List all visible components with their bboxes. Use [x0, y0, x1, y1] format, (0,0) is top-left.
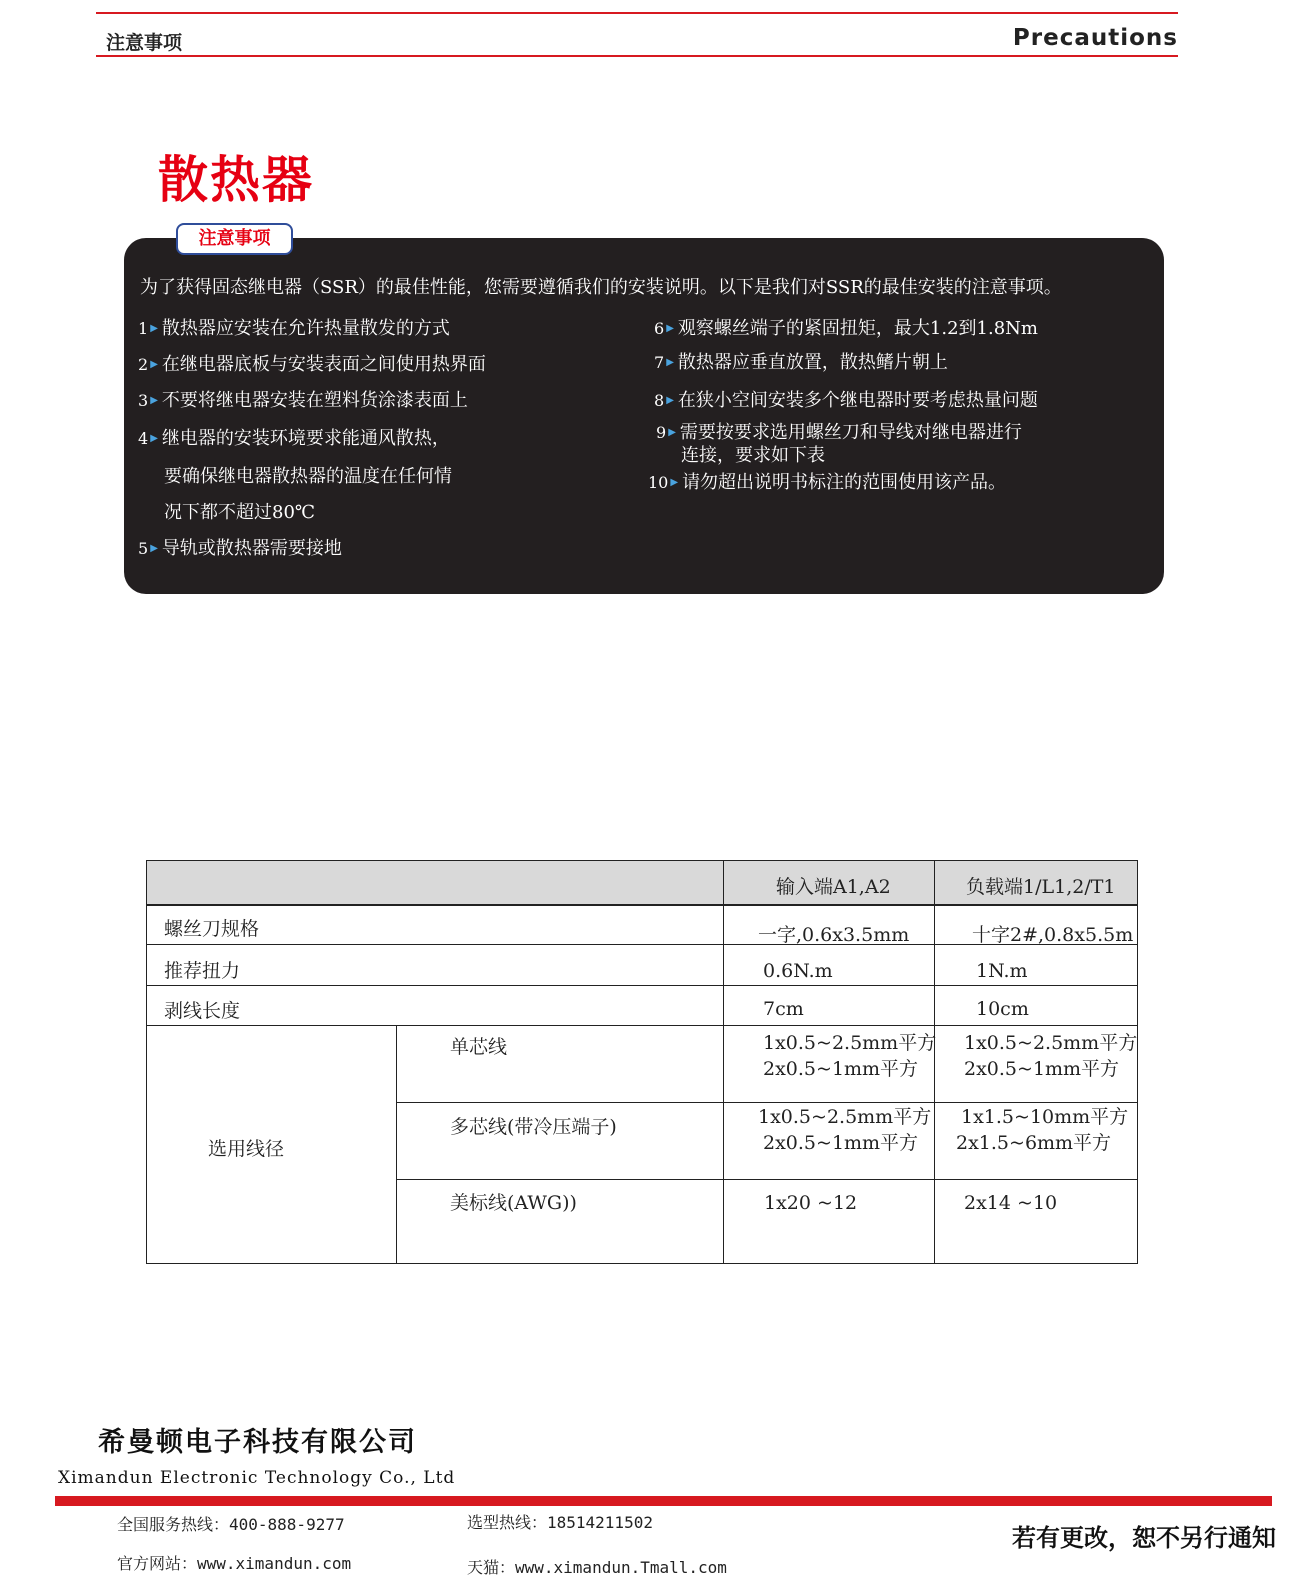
header-bottom-rule — [96, 55, 1178, 57]
cell-load: 2x14 ~10 — [964, 1192, 1058, 1214]
row-label: 推荐扭力 — [164, 960, 241, 982]
table-rule — [146, 1025, 1138, 1026]
item-number: 8 — [654, 391, 665, 410]
table-border — [146, 860, 147, 1264]
cell-load: 1x0.5~2.5mm平方 — [964, 1032, 1138, 1054]
row-label: 单芯线 — [450, 1036, 508, 1058]
item-text: 散热器应安装在允许热量散发的方式 — [161, 318, 450, 339]
triangle-bullet-icon: ▶ — [666, 395, 674, 406]
footer-red-bar — [55, 1496, 1272, 1506]
triangle-bullet-icon: ▶ — [150, 395, 158, 406]
item-text-continued: 连接，要求如下表 — [681, 445, 825, 466]
table-border — [146, 860, 1138, 861]
cell-load: 10cm — [976, 998, 1029, 1020]
triangle-bullet-icon: ▶ — [150, 323, 158, 334]
notice-item — [656, 422, 1022, 444]
cell-input: 一字,0.6x3.5mm — [758, 924, 910, 946]
cell-input: 0.6N.m — [763, 960, 833, 982]
item-number: 5 — [138, 539, 149, 558]
item-number: 9 — [656, 423, 667, 442]
item-text-continued: 要确保继电器散热器的温度在任何情 — [164, 466, 452, 487]
item-text: 在狭小空间安装多个继电器时要考虑热量问题 — [677, 390, 1038, 411]
column-header-load: 负载端1/L1,2/T1 — [966, 876, 1116, 898]
spec-table — [146, 860, 1138, 1264]
triangle-bullet-icon: ▶ — [150, 359, 158, 370]
notice-item — [654, 352, 948, 374]
notice-tag: 注意事项 — [176, 223, 293, 255]
table-border — [146, 1263, 1138, 1264]
triangle-bullet-icon: ▶ — [666, 357, 674, 368]
item-text: 观察螺丝端子的紧固扭矩，最大1.2到1.8Nm — [677, 318, 1038, 339]
notice-item — [138, 354, 486, 376]
notice-item — [138, 318, 450, 340]
cell-load: 2x1.5~6mm平方 — [956, 1132, 1112, 1154]
table-rule — [146, 904, 1138, 906]
row-label: 剥线长度 — [164, 1000, 241, 1022]
table-rule — [934, 860, 935, 1264]
header-title-en: Precautions — [1012, 25, 1178, 51]
notice-item — [654, 390, 1038, 412]
notice-item — [648, 472, 1006, 494]
item-number: 10 — [648, 473, 669, 492]
notice-intro: 为了获得固态继电器（SSR）的最佳性能，您需要遵循我们的安装说明。以下是我们对SSR的最佳安装的注意事项。 — [140, 277, 1062, 298]
wire-group-label: 选用线径 — [208, 1138, 285, 1160]
item-text: 散热器应垂直放置，散热鳍片朝上 — [677, 352, 948, 373]
row-label: 美标线(AWG)) — [450, 1192, 577, 1214]
item-text: 请勿超出说明书标注的范围使用该产品。 — [682, 472, 1007, 493]
cell-load: 1x1.5~10mm平方 — [961, 1106, 1129, 1128]
triangle-bullet-icon: ▶ — [150, 543, 158, 554]
triangle-bullet-icon: ▶ — [670, 477, 679, 488]
item-text: 不要将继电器安装在塑料货涂漆表面上 — [161, 390, 468, 411]
notice-item — [138, 538, 342, 560]
item-number: 6 — [654, 319, 665, 338]
cell-load: 十字2#,0.8x5.5m — [972, 924, 1134, 946]
notice-item — [654, 318, 1038, 340]
item-text: 在继电器底板与安装表面之间使用热界面 — [161, 354, 486, 375]
column-header-input: 输入端A1,A2 — [776, 876, 891, 898]
cell-input: 1x0.5~2.5mm平方 — [758, 1106, 932, 1128]
row-label: 螺丝刀规格 — [164, 918, 260, 940]
cell-input: 2x0.5~1mm平方 — [763, 1132, 919, 1154]
item-number: 4 — [138, 429, 149, 448]
website-link[interactable]: 官方网站：www.ximandun.com — [117, 1554, 352, 1573]
cell-load: 2x0.5~1mm平方 — [964, 1058, 1120, 1080]
item-number: 1 — [138, 319, 149, 338]
item-text: 继电器的安装环境要求能通风散热， — [161, 428, 450, 449]
item-text: 导轨或散热器需要接地 — [161, 538, 342, 559]
page-title: 散热器 — [158, 150, 314, 209]
table-rule — [396, 1179, 1138, 1180]
table-rule — [723, 860, 724, 1264]
company-name-en: Ximandun Electronic Technology Co., Ltd — [58, 1468, 456, 1488]
cell-input: 1x20 ~12 — [764, 1192, 858, 1214]
triangle-bullet-icon: ▶ — [666, 323, 674, 334]
service-hotline: 全国服务热线：400-888-9277 — [117, 1515, 345, 1534]
triangle-bullet-icon: ▶ — [150, 433, 158, 444]
table-border — [1137, 860, 1138, 1264]
notice-item — [138, 390, 468, 412]
header-top-rule — [96, 12, 1178, 14]
cell-input: 2x0.5~1mm平方 — [763, 1058, 919, 1080]
change-notice: 若有更改，恕不另行通知 — [1012, 1524, 1276, 1552]
cell-load: 1N.m — [976, 960, 1028, 982]
company-name-cn: 希曼顿电子科技有限公司 — [98, 1427, 417, 1458]
item-number: 2 — [138, 355, 149, 374]
item-text: 需要按要求选用螺丝刀和导线对继电器进行 — [679, 422, 1022, 443]
table-rule — [146, 985, 1138, 986]
notice-item — [138, 428, 450, 450]
selection-hotline: 选型热线：18514211502 — [467, 1513, 653, 1532]
item-text-continued: 况下都不超过80℃ — [164, 502, 316, 523]
item-number: 3 — [138, 391, 149, 410]
tmall-link[interactable]: 天猫：www.ximandun.Tmall.com — [467, 1558, 727, 1577]
header-title-cn: 注意事项 — [106, 32, 183, 54]
notice-panel — [124, 238, 1164, 594]
triangle-bullet-icon: ▶ — [668, 427, 676, 438]
row-label: 多芯线(带冷压端子) — [450, 1116, 617, 1138]
table-rule — [396, 1025, 397, 1264]
cell-input: 7cm — [763, 998, 804, 1020]
cell-input: 1x0.5~2.5mm平方 — [763, 1032, 937, 1054]
item-number: 7 — [654, 353, 665, 372]
